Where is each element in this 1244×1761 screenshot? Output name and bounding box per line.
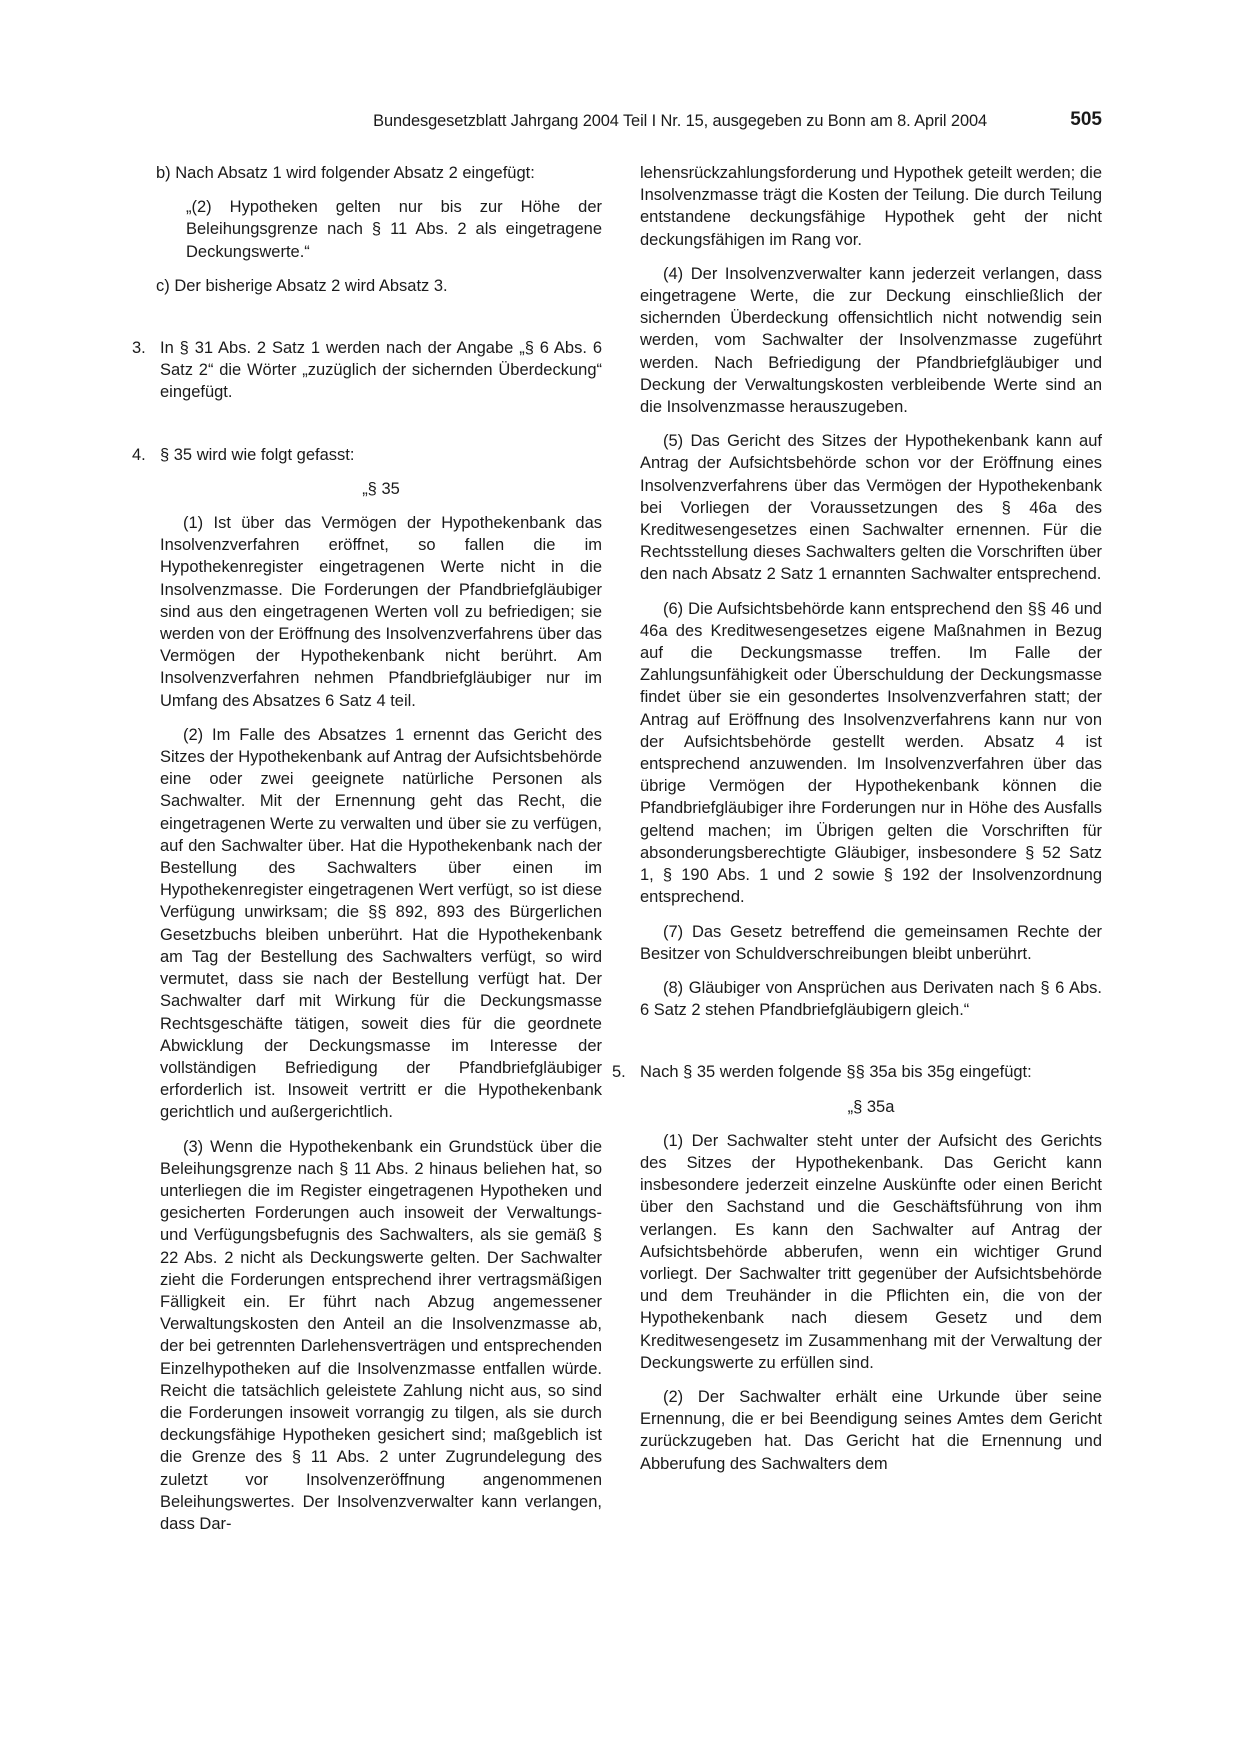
section-35a-paragraph-1: (1) Der Sachwalter steht unter der Aufsicht des Gerichts des Sitzes der Hypothekenbank. Das Gericht kann insbesondere jederzeit einzelne Auskünfte oder einen Bericht über den Sachstand und die Geschäftsführung von ihm verlangen. Es kann den Sachwalter auf Antrag der Aufsichtsbehörde abberufen, wenn ein wichtiger Grund vorliegt. Der Sachwalter tritt gegenüber der Aufsichtsbehörde und dem Treuhänder in die Pflichten ein, die von der Hypothekenbank nach diesem Gesetz und dem Kreditwesengesetz im Zusammenhang mit der Verwaltung der Deckungswerte zu erfüllen sind. — [640, 1131, 1102, 1372]
section-35a-heading: „§ 35a — [847, 1097, 895, 1116]
page-header — [160, 109, 1102, 136]
item-5-text: Nach § 35 werden folgende §§ 35a bis 35g eingefügt: — [640, 1063, 1032, 1082]
header-title: Bundesgesetzblatt Jahrgang 2004 Teil I Nr. 15, ausgegeben zu Bonn am 8. April 2004 — [373, 112, 987, 130]
item-c: c) Der bisherige Absatz 2 wird Absatz 3. — [156, 276, 448, 295]
section-35-continued — [640, 162, 1102, 1021]
paragraph-6: (6) Die Aufsichtsbehörde kann entsprechend den §§ 46 und 46a des Kreditwesengesetzes eigene Maßnahmen in Bezug auf die Deckungsmasse treffen. Im Falle der Zahlungsunfähigkeit oder Überschuldung der Deckungsmasse findet über sie ein gesondertes Insolvenzverfahren statt; der Antrag auf Eröffnung des Insolvenzverfahrens kann nur von der Aufsichtsbehörde gestellt werden. Absatz 4 ist entsprechend anzuwenden. Im Insolvenzverfahren über das übrige Vermögen der Hypothekenbank können die Pfandbriefgläubiger ihre Forderungen nur in Höhe des Ausfalls geltend machen; im Übrigen gelten die Vorschriften für absonderungsberechtigte Gläubiger, insbesondere § 52 Satz 1, § 190 Abs. 1 und 2 sowie § 192 der Insolvenzordnung entsprechend. — [640, 599, 1102, 907]
item-b: b) Nach Absatz 1 wird folgender Absatz 2 eingefügt: — [156, 164, 535, 182]
paragraph-2: (2) Im Falle des Absatzes 1 ernennt das Gericht des Sitzes der Hypothekenbank auf Antrag der Aufsichtsbehörde eine oder zwei geeignete natürliche Personen als Sachwalter. Mit der Ernennung geht das Recht, die eingetragenen Werte zu verwalten und über sie zu verfügen, auf den Sachwalter über. Hat die Hypothekenbank nach der Bestellung des Sachwalters über einen im Hypothekenregister eingetragenen Wert verfügt, so ist diese Verfügung unwirksam; die §§ 892, 893 des Bürgerlichen Gesetzbuchs bleiben unberührt. Hat die Hypothekenbank am Tag der Bestellung des Sachwalters verfügt, so wird vermutet, dass sie nach der Bestellung verfügt hat. Der Sachwalter darf mit Wirkung für die Deckungsmasse Rechtsgeschäfte tätigen, soweit dies für die geordnete Abwicklung der Deckungsmasse im Interesse der vollständigen Befriedigung der Pfandbriefgläubiger erforderlich ist. Insoweit vertritt er die Hypothekenbank gerichtlich und außergerichtlich. — [160, 725, 602, 1122]
item-4-number: 4. — [132, 445, 146, 464]
paragraph-4: (4) Der Insolvenzverwalter kann jederzeit verlangen, dass eingetragene Werte, die zur Deckung einschließlich der sichernden Überdeckung offensichtlich nicht notwendig sein werden, vom Sachwalter der Insolvenzmasse zugeführt werden. Nach Befriedigung der Pfandbriefgläubiger und Deckung der Verwaltungskosten verbleibende Werte sind an die Insolvenzmasse herauszugeben. — [640, 264, 1102, 417]
item-3 — [130, 337, 602, 404]
quote-b: „(2) Hypotheken gelten nur bis zur Höhe der Beleihungsgrenze nach § 11 Abs. 2 als eingetragene Deckungswerte.“ — [186, 198, 602, 261]
paragraph-3: (3) Wenn die Hypothekenbank ein Grundstück über die Beleihungsgrenze nach § 11 Abs. 2 hinaus beliehen hat, so unterliegen die im Register eingetragenen Hypotheken und gesicherten Forderungen auch insoweit der Verwaltungs- und Verfügungsbefugnis des Sachwalters, als sie gemäß § 22 Abs. 2 nicht als Deckungswerte gelten. Der Sachwalter zieht die Forderungen entsprechend ihrer vertragsmäßigen Fälligkeit ein. Er führt nach Abzug angemessener Verwaltungskosten den Anteil an die Insolvenzmasse ab, der bei getrennten Darlehensverträgen und entsprechenden Einzelhypotheken auf die Insolvenzmasse entfallen würde. Reicht die tatsächlich geleistete Zahlung nicht aus, so sind die Forderungen insoweit vorrangig zu tilgen, als sie durch deckungsfähige Hypotheken gesichert sind; maßgeblich ist die Grenze des § 11 Abs. 2 unter Zugrundelegung des zuletzt vor Insolvenzeröffnung angenommenen Beleihungswertes. Der Insolvenzverwalter kann verlangen, dass Dar- — [160, 1137, 602, 1533]
section-35a-paragraph-2: (2) Der Sachwalter erhält eine Urkunde über seine Ernennung, die er bei Beendigung seines Amtes dem Gericht zurückzugeben hat. Das Gericht hat die Ernennung und Abberufung des Sachwalters dem — [640, 1387, 1102, 1473]
section-35-heading: „§ 35 — [362, 479, 400, 498]
item-3-number: 3. — [132, 339, 146, 358]
item-4-text: § 35 wird wie folgt gefasst: — [160, 445, 355, 464]
paragraph-3-continued: lehensrückzahlungsforderung und Hypothek geteilt werden; die Insolvenzmasse trägt die Kosten der Teilung. Die durch Teilung entstandene deckungsfähige Hypothek geht der nicht deckungsfähigen im Rang vor. — [640, 164, 1102, 249]
right-column — [612, 162, 1102, 1475]
paragraph-7: (7) Das Gesetz betreffend die gemeinsamen Rechte der Besitzer von Schuldverschreibungen bleibt unberührt. — [640, 922, 1102, 963]
paragraph-5: (5) Das Gericht des Sitzes der Hypothekenbank kann auf Antrag der Aufsichtsbehörde schon vor der Eröffnung eines Insolvenzverfahrens über das Vermögen der Hypothekenbank bei Vorliegen der Voraussetzungen des § 46a des Kreditwesengesetzes einen Sachwalter ernennen. Für die Rechtsstellung dieses Sachwalters gelten die Vorschriften über den nach Absatz 2 Satz 1 ernannten Sachwalter entsprechend. — [640, 432, 1102, 584]
item-3-text: In § 31 Abs. 2 Satz 1 werden nach der Angabe „§ 6 Abs. 6 Satz 2“ die Wörter „zuzüglich der sichernden Überdeckung“ eingefügt. — [160, 339, 602, 402]
item-5 — [610, 1061, 1102, 1083]
item-4 — [130, 444, 602, 466]
paragraph-8: (8) Gläubiger von Ansprüchen aus Derivaten nach § 6 Abs. 6 Satz 2 stehen Pfandbriefgläubigern gleich.“ — [640, 978, 1102, 1020]
paragraph-1: (1) Ist über das Vermögen der Hypothekenbank das Insolvenzverfahren eröffnet, so fallen die im Hypothekenregister eingetragenen Werte nicht in die Insolvenzmasse. Die Forderungen der Pfandbriefgläubiger sind aus den eingetragenen Werten voll zu befriedigen; sie werden von der Eröffnung des Insolvenzverfahrens über das Vermögen der Hypothekenbank nicht berührt. Am Insolvenzverfahren nehmen Pfandbriefgläubiger nur im Umfang des Absatzes 6 Satz 4 teil. — [160, 514, 602, 710]
page-number: 505 — [1070, 109, 1102, 130]
item-5-number: 5. — [612, 1063, 626, 1082]
section-35-block — [130, 478, 602, 1535]
left-column — [130, 162, 602, 1535]
section-35a-block — [640, 1096, 1102, 1475]
